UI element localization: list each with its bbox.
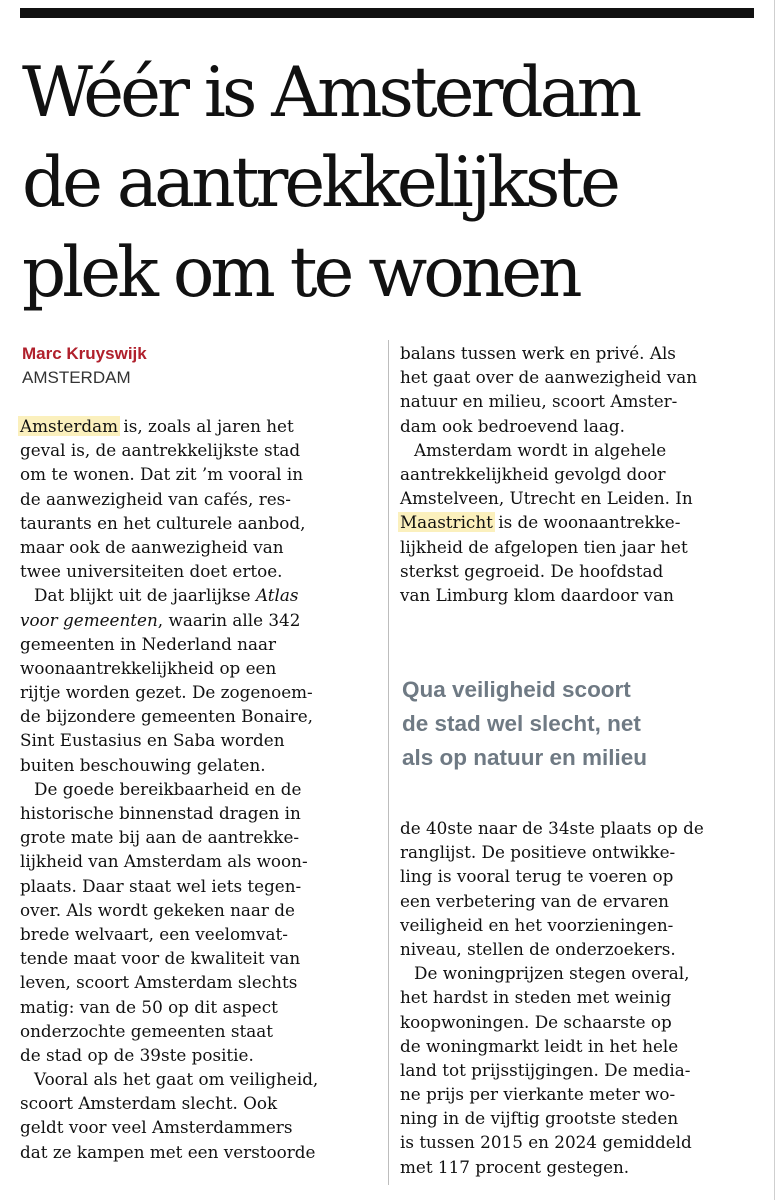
text-line: de woningmarkt leidt in het hele [400,1035,679,1056]
text-line: balans tussen werk en privé. Als [400,343,676,363]
text-line: dat ze kampen met een verstoorde [20,1141,316,1162]
text-line: Amsterdam wordt in algehele [414,439,667,460]
text-line: maar ook de aanwezigheid van [20,536,284,557]
highlighted-word: Maastricht [400,512,493,533]
text-line: sterkst gegroeid. De hoofdstad [400,560,664,581]
text-line: leven, scoort Amsterdam slechts [20,972,298,993]
text-line [20,608,392,632]
byline-author: Marc Kruyswijk [22,344,147,363]
text-line: Amstelveen, Utrecht en Leiden. In [400,488,693,509]
text-line: buiten beschouwing gelaten. [20,754,266,775]
text-span: Dat blijkt uit de jaarlijkse [34,585,256,606]
text-line: ning in de vijftig grootste steden [400,1108,679,1129]
pull-quote-line: Qua veiligheid scoort [402,677,631,702]
text-line: gemeenten in Nederland naar [20,633,276,654]
text-line: over. Als wordt gekeken naar de [20,899,295,920]
text-line: woonaantrekkelijkheid op een [20,657,277,678]
text-line: lijkheid van Amsterdam als woon- [20,851,308,872]
text-line: rijtje worden gezet. De zogenoem- [20,682,313,703]
left-column [20,414,392,1164]
text-line: land tot prijsstijgingen. De media- [400,1059,691,1080]
text-line: een verbetering van de ervaren [400,890,669,911]
text-line: natuur en milieu, scoort Amster- [400,391,678,412]
text-line: veiligheid en het voorzieningen- [400,914,674,935]
text-line: onderzochte gemeenten staat [20,1020,273,1041]
pull-quote-line: de stad wel slecht, net [402,711,641,736]
text-line: om te wonen. Dat zit ’m vooral in [20,464,304,485]
headline [22,48,762,318]
text-line: de bijzondere gemeenten Bonaire, [20,706,314,727]
text-line: is tussen 2015 en 2024 gemiddeld [400,1132,692,1153]
text-line [400,510,772,534]
right-column-top [400,341,772,607]
text-line: matig: van de 50 op dit aspect [20,996,278,1017]
text-line: ling is vooral terug te voeren op [400,866,674,887]
text-line: de stad op de 39ste positie. [20,1044,254,1065]
text-line: brede welvaart, een veelomvat- [20,923,288,944]
text-line: met 117 procent gestegen. [400,1156,630,1177]
text-span: , waarin alle 342 [157,609,301,630]
text-line: geval is, de aantrekkelijkste stad [20,440,301,461]
top-rule [20,8,754,18]
text-line: van Limburg klom daardoor van [400,584,674,605]
text-line: het gaat over de aanwezigheid van [400,367,698,388]
text-line: scoort Amsterdam slecht. Ook [20,1093,278,1114]
text-line: plaats. Daar staat wel iets tegen- [20,875,302,896]
text-line [20,583,392,607]
text-line: twee universiteiten doet ertoe. [20,561,283,582]
pull-quote-line: als op natuur en milieu [402,745,648,770]
text-line: niveau, stellen de onderzoekers. [400,938,676,959]
text-line: taurants en het culturele aanbod, [20,512,306,533]
right-column-bottom [400,816,772,1179]
text-line: dam ook bedroevend laag. [400,415,625,436]
text-line: tende maat voor de kwaliteit van [20,948,301,969]
text-line [20,414,392,438]
text-line: ne prijs per vierkante meter wo- [400,1084,676,1105]
headline-line: Wéér is Amsterdam [22,53,639,133]
text-line: Vooral als het gaat om veiligheid, [34,1069,319,1090]
text-line: de aanwezigheid van cafés, res- [20,488,291,509]
italic-title: voor gemeenten [20,609,158,630]
text-line: het hardst in steden met weinig [400,987,672,1008]
text-line: historische binnenstad dragen in [20,803,301,823]
text-span: is de woonaantrekke- [492,512,681,533]
page-edge-rule [774,0,775,1200]
text-line: aantrekkelijkheid gevolgd door [400,463,666,484]
headline-line: plek om te wonen [22,233,579,313]
text-line: geldt voor veel Amsterdammers [20,1117,293,1138]
text-line: ranglijst. De positieve ontwikke- [400,842,676,863]
text-line: de 40ste naar de 34ste plaats op de [400,818,704,838]
text-line: koopwoningen. De schaarste op [400,1011,672,1032]
text-line: De woningprijzen stegen overal, [414,963,690,984]
text-span: is, zoals al jaren het [118,416,294,436]
italic-title: Atlas [255,585,299,606]
text-line: Sint Eustasius en Saba worden [20,730,285,751]
highlighted-word: Amsterdam [20,416,118,436]
byline-location: AMSTERDAM [22,368,131,387]
headline-line: de aantrekkelijkste [22,143,617,223]
text-line: grote mate bij aan de aantrekke- [20,827,300,848]
text-line: De goede bereikbaarheid en de [34,778,302,799]
text-line: lijkheid de afgelopen tien jaar het [400,536,688,557]
pull-quote [402,673,762,775]
